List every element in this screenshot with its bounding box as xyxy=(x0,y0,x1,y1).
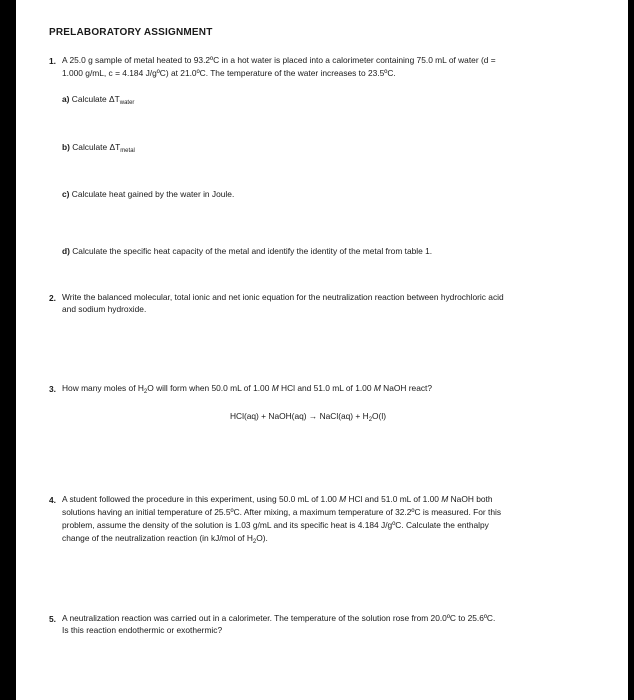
question-4-line-1: A student followed the procedure in this experiment, using 50.0 mL of 1.00 M HCl and 51.0 mL of 1.00 M NaOH both xyxy=(62,494,493,504)
question-1d-label: d) xyxy=(62,246,70,256)
question-1a-label: a) xyxy=(62,94,70,104)
question-4-line-4: change of the neutralization reaction (in kJ/mol of $H_2O$). xyxy=(62,533,268,545)
question-1b-subscript: metal xyxy=(120,148,135,154)
question-1-line-1: A 25.0 g sample of metal heated to 93.2ºC in a hot water is placed into a calorimeter containing 75.0 mL of water (d = xyxy=(62,55,496,65)
question-1b xyxy=(62,142,135,153)
question-4-line-2: solutions having an initial temperature of 25.5ºC. After mixing, a maximum temperature of 32.2ºC is measured. For this xyxy=(62,507,502,517)
question-1a xyxy=(62,94,134,105)
question-1a-subscript: water xyxy=(119,100,135,106)
question-1c-text: Calculate heat gained by the water in Joule. xyxy=(71,189,235,199)
question-5-line-2: Is this reaction endothermic or exothermic? xyxy=(62,625,223,635)
question-1b-text: Calculate ΔT xyxy=(72,142,121,152)
question-1c-label: c) xyxy=(62,189,70,199)
question-1-line-2: 1.000 g/mL, c = 4.184 J/gºC) at 21.0ºC. The temperature of the water increases to 23.5ºC. xyxy=(62,68,396,78)
question-1b-label: b) xyxy=(62,142,70,152)
question-3-text: How many moles of $H_2O$ will form when 50.0 mL of 1.00 M HCl and 51.0 mL of 1.00 M NaOH react? xyxy=(62,383,433,395)
screen-border-left xyxy=(0,0,16,700)
question-1-number: 1. xyxy=(49,56,56,66)
reaction-equation: HCl(aq) + NaOH(aq) → NaCl(aq) + $H_2O(l)$ xyxy=(230,411,386,423)
screen-border-right xyxy=(628,0,634,700)
question-5-line-1: A neutralization reaction was carried out in a calorimeter. The temperature of the solution rose from 20.0ºC to 25.6ºC. xyxy=(62,613,496,623)
question-5-number: 5. xyxy=(49,614,56,624)
question-2-line-2: and sodium hydroxide. xyxy=(62,304,147,314)
question-2-line-1: Write the balanced molecular, total ionic and net ionic equation for the neutralization reaction between hydrochloric acid xyxy=(62,292,504,302)
question-3-number: 3. xyxy=(49,384,56,394)
question-4-number: 4. xyxy=(49,495,56,505)
question-1d-text: Calculate the specific heat capacity of the metal and identify the identity of the metal from table 1. xyxy=(72,246,433,256)
question-2-number: 2. xyxy=(49,293,56,303)
document-page xyxy=(16,0,628,700)
question-4-line-3: problem, assume the density of the solution is 1.03 g/mL and its specific heat is 4.184 J/gºC. Calculate the enthalpy xyxy=(62,520,489,530)
page-title: PRELABORATORY ASSIGNMENT xyxy=(49,27,213,38)
question-1a-text: Calculate ΔT xyxy=(71,94,120,104)
question-1d xyxy=(62,246,432,257)
question-1c xyxy=(62,189,234,200)
